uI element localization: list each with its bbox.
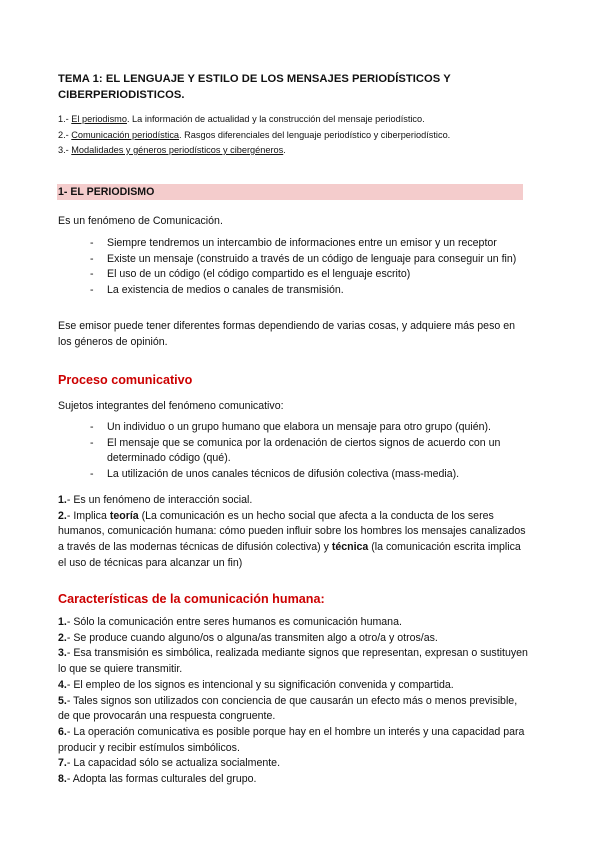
- list-item: [58, 436, 528, 467]
- item-number: 1.: [58, 616, 67, 628]
- dash-bullet-icon: -: [90, 436, 94, 449]
- list-item: [58, 725, 528, 756]
- proceso-bullet-list: [58, 420, 528, 483]
- section-heading-el-periodismo: 1- EL PERIODISMO: [57, 184, 523, 200]
- point-number: 2.: [58, 509, 67, 522]
- list-item: [58, 420, 528, 436]
- list-item-text: Existe un mensaje (construido a través de un código de lenguaje para conseguir un fin): [107, 252, 517, 265]
- item-text: - El empleo de los signos es intencional y su significación convenida y compartida.: [66, 678, 454, 691]
- item-text: - Esa transmisión es simbólica, realizada mediante signos que representan, expresan o sustituyen lo que se quiere transmitir.: [58, 647, 528, 676]
- list-item: [58, 631, 528, 647]
- bold-term-tecnica: técnica: [331, 541, 369, 554]
- item-number: 7.: [58, 757, 67, 770]
- list-item-text: El mensaje que se comunica por la ordenación de ciertos signos de acuerdo con un determinado código (qué).: [107, 436, 501, 465]
- list-item: [58, 646, 528, 677]
- bold-term-teoria: teoría: [109, 509, 139, 522]
- toc-item: [58, 128, 450, 144]
- item-number: 4.: [58, 678, 67, 691]
- dash-bullet-icon: -: [90, 268, 94, 281]
- list-item-text: La utilización de unos canales técnicos de difusión colectiva (mass-media).: [107, 468, 460, 481]
- point-item: [58, 509, 528, 572]
- toc-link-el-periodismo[interactable]: El periodismo: [71, 114, 127, 124]
- document-title: TEMA 1: EL LENGUAJE Y ESTILO DE LOS MENSAJES PERIODÍSTICOS Y CIBERPERIODISTICOS.: [58, 73, 451, 101]
- item-number: 6.: [58, 725, 67, 738]
- list-item: [58, 267, 528, 283]
- toc-link-comunicacion-periodistica[interactable]: Comunicación periodística: [71, 129, 180, 140]
- list-item: [58, 694, 528, 725]
- item-text: - Se produce cuando alguno/os o alguna/as transmiten algo a otro/a y otros/as.: [66, 631, 438, 644]
- list-item-text: La existencia de medios o canales de transmisión.: [107, 284, 344, 297]
- list-item: [58, 678, 528, 694]
- toc-description: .: [283, 145, 286, 155]
- point-text: (la comunicación escrita implica el uso de técnicas para alcanzar un fin): [58, 541, 521, 569]
- list-item-text: El uso de un código (el código compartido es el lenguaje escrito): [107, 268, 411, 281]
- toc-link-modalidades-generos[interactable]: Modalidades y géneros periodísticos y cibergéneros: [71, 145, 284, 155]
- dash-bullet-icon: -: [90, 252, 94, 265]
- item-number: 8.: [58, 773, 67, 786]
- emisor-paragraph: Ese emisor puede tener diferentes formas dependiendo de varias cosas, y adquiere más peso en los géneros de opinión.: [58, 320, 515, 348]
- section-intro: Es un fenómeno de Comunicación.: [58, 215, 223, 227]
- table-of-contents: [58, 112, 450, 159]
- list-item-text: Siempre tendremos un intercambio de informaciones entre un emisor y un receptor: [107, 237, 497, 249]
- toc-item: [58, 112, 450, 128]
- toc-description: . La información de actualidad y la construcción del mensaje periodístico.: [126, 114, 425, 124]
- toc-description: . Rasgos diferenciales del lenguaje periodístico y ciberperiodístico.: [179, 129, 451, 140]
- dash-bullet-icon: -: [90, 237, 94, 249]
- point-text: (La comunicación es un hecho social que afecta a la conducta de los seres humanos, comunicación humana: cómo pueden influir sobre los hombres los mensajes canalizados a través de las modernas técnicas de difusión colectiva) y: [58, 509, 526, 554]
- heading-proceso-comunicativo: Proceso comunicativo: [58, 373, 193, 387]
- item-number: 5.: [58, 694, 67, 707]
- periodismo-bullet-list: [58, 236, 528, 299]
- dash-bullet-icon: -: [90, 284, 94, 297]
- heading-caracteristicas: Características de la comunicación humana:: [58, 592, 325, 606]
- list-item: [58, 772, 528, 788]
- point-text: - Es un fenómeno de interacción social.: [66, 494, 253, 506]
- item-number: 2.: [58, 631, 67, 644]
- item-text: - Tales signos son utilizados con conciencia de que causarán un efecto más o menos previsible, de que provocarán una respuesta congruente.: [58, 694, 518, 723]
- item-text: - La operación comunicativa es posible porque hay en el hombre un interés y una capacidad para producir y recibir estímulos simbólicos.: [58, 725, 525, 754]
- list-item: [58, 252, 528, 268]
- list-item: [58, 756, 528, 772]
- point-text: - Implica: [66, 509, 110, 522]
- list-item-text: Un individuo o un grupo humano que elabora un mensaje para otro grupo (quién).: [107, 421, 491, 433]
- dash-bullet-icon: -: [90, 468, 94, 481]
- list-item: [58, 467, 528, 483]
- toc-number: 3.-: [58, 145, 72, 155]
- item-text: - La capacidad sólo se actualiza socialmente.: [66, 757, 281, 770]
- caracteristicas-list: [58, 615, 528, 788]
- toc-number: 1.-: [58, 114, 72, 124]
- dash-bullet-icon: -: [90, 421, 94, 433]
- toc-number: 2.-: [58, 129, 72, 140]
- item-text: - Sólo la comunicación entre seres humanos es comunicación humana.: [66, 616, 402, 628]
- point-item: [58, 493, 528, 509]
- item-text: - Adopta las formas culturales del grupo.: [66, 773, 257, 786]
- item-number: 3.: [58, 647, 67, 660]
- list-item: [58, 236, 528, 252]
- proceso-points: [58, 493, 528, 572]
- list-item: [58, 283, 528, 299]
- list-item: [58, 615, 528, 631]
- point-number: 1.: [58, 494, 67, 506]
- toc-item: [58, 143, 450, 159]
- proceso-intro: Sujetos integrantes del fenómeno comunicativo:: [58, 400, 284, 412]
